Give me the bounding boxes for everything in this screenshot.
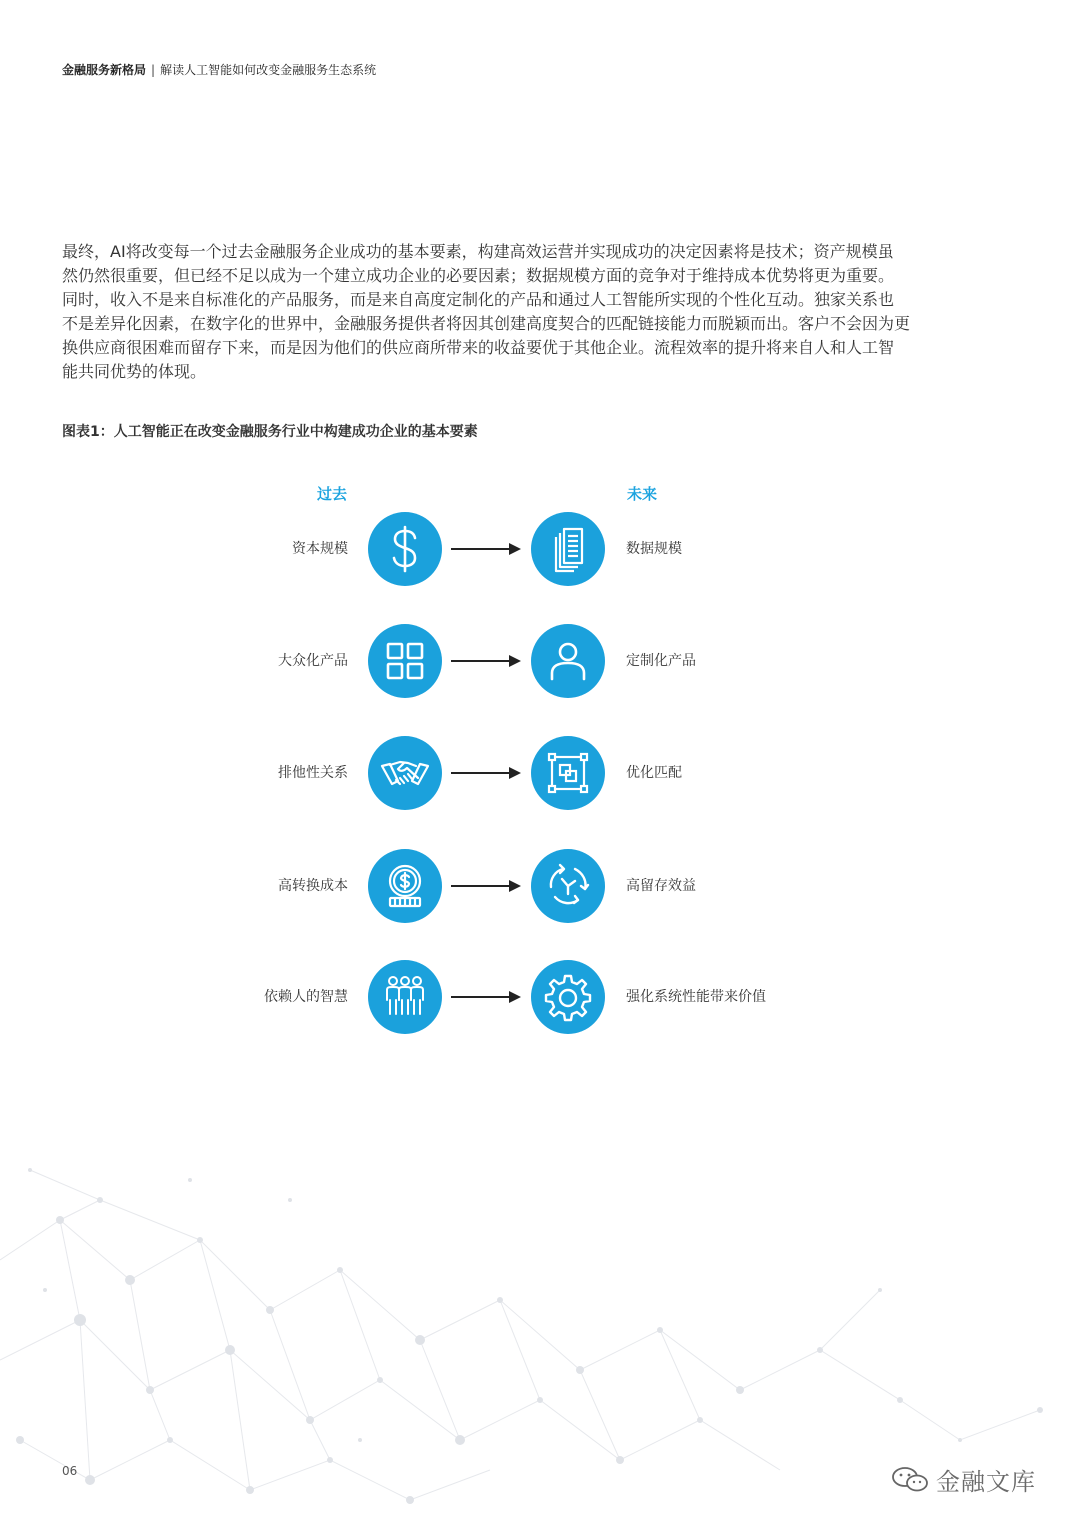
cycle-arrows-icon bbox=[531, 849, 605, 923]
documents-stack-icon bbox=[531, 512, 605, 586]
transition-row bbox=[0, 736, 1080, 810]
watermark bbox=[890, 1462, 1036, 1497]
body-line: 最终，AI将改变每一个过去金融服务企业成功的基本要素，构建高效运营并实现成功的决定因素将是技术；资产规模虽 bbox=[62, 242, 894, 261]
past-label: 依赖人的智慧 bbox=[264, 989, 348, 1005]
grid-squares-icon bbox=[368, 624, 442, 698]
handshake-icon bbox=[368, 736, 442, 810]
coin-icon bbox=[368, 849, 442, 923]
transition-row bbox=[0, 849, 1080, 923]
wechat-icon bbox=[890, 1465, 930, 1495]
header-title: 金融服务新格局 bbox=[62, 63, 147, 77]
transition-row bbox=[0, 960, 1080, 1034]
arrow-icon bbox=[451, 877, 521, 895]
body-line: 换供应商很困难而留存下来，而是因为他们的供应商所带来的收益要优于其他企业。流程效率的提升将来自人和人工智 bbox=[62, 338, 895, 357]
dollar-icon bbox=[368, 512, 442, 586]
past-label: 高转换成本 bbox=[278, 878, 348, 894]
past-label: 排他性关系 bbox=[278, 765, 348, 781]
future-label: 高留存效益 bbox=[626, 878, 696, 894]
past-label: 大众化产品 bbox=[278, 653, 348, 669]
body-paragraph bbox=[62, 240, 942, 384]
column-header-past: 过去 bbox=[316, 485, 347, 503]
future-label: 优化匹配 bbox=[626, 765, 682, 781]
people-group-icon bbox=[368, 960, 442, 1034]
watermark-text: 金融文库 bbox=[936, 1468, 1036, 1496]
body-line: 然仍然很重要，但已经不足以成为一个建立成功企业的必要因素；数据规模方面的竞争对于维持成本优势将更为重要。 bbox=[62, 266, 895, 285]
column-header-future: 未来 bbox=[626, 485, 657, 503]
arrow-icon bbox=[451, 988, 521, 1006]
past-label: 资本规模 bbox=[292, 541, 348, 557]
future-label: 定制化产品 bbox=[626, 653, 696, 669]
transition-row bbox=[0, 512, 1080, 586]
body-line: 同时，收入不是来自标准化的产品服务，而是来自高度定制化的产品和通过人工智能所实现的个性化互动。独家关系也 bbox=[62, 290, 895, 309]
future-label: 数据规模 bbox=[626, 541, 682, 557]
figure-caption: 图表1：人工智能正在改变金融服务行业中构建成功企业的基本要素 bbox=[62, 424, 478, 440]
arrow-icon bbox=[451, 652, 521, 670]
header-subtitle: 解读人工智能如何改变金融服务生态系统 bbox=[160, 63, 377, 77]
person-icon bbox=[531, 624, 605, 698]
gear-icon bbox=[531, 960, 605, 1034]
body-line: 不是差异化因素，在数字化的世界中，金融服务提供者将因其创建高度契合的匹配链接能力而脱颖而出。客户不会因为更 bbox=[62, 314, 911, 333]
body-line: 能共同优势的体现。 bbox=[62, 362, 207, 381]
arrow-icon bbox=[451, 540, 521, 558]
header-separator: | bbox=[151, 63, 156, 77]
arrow-icon bbox=[451, 764, 521, 782]
future-label: 强化系统性能带来价值 bbox=[626, 989, 766, 1005]
matching-frame-icon bbox=[531, 736, 605, 810]
running-header bbox=[62, 61, 376, 78]
page-number: 06 bbox=[62, 1464, 78, 1478]
transition-row bbox=[0, 624, 1080, 698]
